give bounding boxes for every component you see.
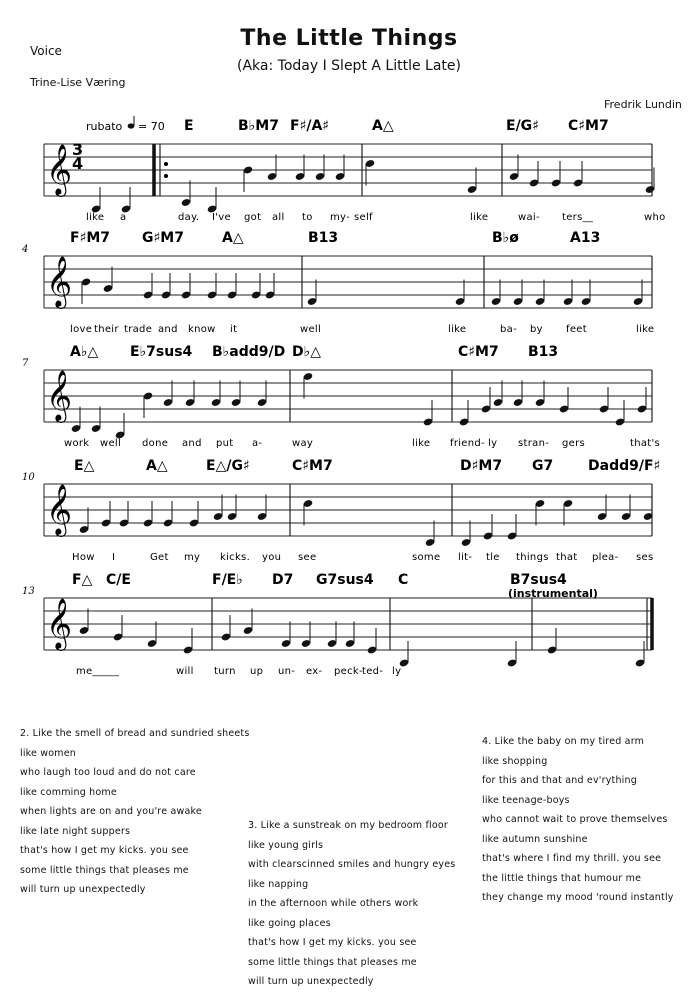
verse-line: like women <box>20 747 77 759</box>
lyric-syllable: turn <box>214 666 236 677</box>
chord-symbol: B13 <box>308 230 339 246</box>
time-signature-bottom: 4 <box>72 154 84 173</box>
lyric-syllable: put <box>216 438 234 449</box>
verse-line: with clearscinned smiles and hungry eyes <box>248 859 456 870</box>
chord-symbol: B♭add9/D <box>212 344 286 360</box>
chord-symbol: D7 <box>272 572 294 588</box>
chord-symbol: A△ <box>146 458 168 474</box>
verse-line: that's how I get my kicks. you see <box>248 937 417 948</box>
lyric-syllable: my <box>184 552 201 563</box>
verse-line: like comming home <box>20 786 117 798</box>
chord-symbol: F♯/A♯ <box>290 118 330 134</box>
chord-symbol: E/G♯ <box>506 118 539 134</box>
lyric-syllable: stran- <box>518 438 550 449</box>
measure-number: 7 <box>22 358 29 369</box>
lyric-syllable: and <box>158 324 178 335</box>
chord-symbol: C/E <box>106 572 131 588</box>
lyric-syllable: see <box>298 552 317 563</box>
lyric-syllable: by <box>530 324 543 335</box>
chord-symbol: Dadd9/F♯ <box>588 458 661 474</box>
chord-symbol: A△ <box>222 230 244 246</box>
verse-line: in the afternoon while others work <box>248 898 419 909</box>
lyric-syllable: like <box>412 438 431 449</box>
lyric-syllable: my- <box>330 212 350 223</box>
tempo-value: = 70 <box>138 120 165 133</box>
lyric-syllable: lit- <box>458 552 473 563</box>
chord-symbol: D♭△ <box>292 344 321 360</box>
lyric-syllable: How <box>72 552 95 563</box>
chord-symbol: A△ <box>372 118 394 134</box>
lyric-syllable: like <box>636 324 655 335</box>
lyric-syllable: Get <box>150 552 169 563</box>
lyric-syllable: un- <box>278 666 296 677</box>
lyric-syllable: it <box>230 324 238 335</box>
chord-symbol: G7sus4 <box>316 572 374 588</box>
lyric-syllable: trade <box>124 324 153 335</box>
repeat-dot <box>164 174 168 178</box>
verse-line: like going places <box>248 917 331 929</box>
measure-number: 4 <box>22 244 29 255</box>
lyric-syllable: me_____ <box>76 666 119 677</box>
quarter-note-icon <box>128 123 135 128</box>
lyric-syllable: that's <box>630 438 661 449</box>
verse-line: 4. Like the baby on my tired arm <box>482 736 645 747</box>
chord-symbol: A13 <box>570 230 601 246</box>
chord-symbol: A♭△ <box>70 344 99 360</box>
lyric-syllable: I've <box>212 212 231 223</box>
lyric-syllable: ses <box>636 552 654 563</box>
chord-symbol: E△ <box>74 458 95 474</box>
treble-clef-icon: 𝄞 <box>46 370 73 421</box>
lyric-syllable: plea- <box>592 552 619 563</box>
treble-clef-icon: 𝄞 <box>46 256 73 307</box>
lyric-syllable: kicks. <box>220 552 251 563</box>
measure-number: 13 <box>22 586 35 597</box>
verse-line: like autumn sunshine <box>482 833 588 845</box>
lyric-syllable: gers <box>562 438 586 449</box>
chord-symbol: G7 <box>532 458 554 474</box>
lyricist-label: Trine-Lise Væring <box>30 76 126 89</box>
lyric-syllable: ly <box>488 438 498 449</box>
treble-clef-icon: 𝄞 <box>46 144 73 195</box>
chord-symbol: C♯M7 <box>458 344 499 360</box>
lyric-syllable: ex- <box>306 666 323 677</box>
verse-line: for this and that and ev'rything <box>482 775 637 786</box>
lyric-syllable: a- <box>252 438 263 449</box>
lyric-syllable: feet <box>566 324 587 335</box>
lyric-syllable: that <box>556 552 578 563</box>
lyric-syllable: up <box>250 666 264 677</box>
lyric-syllable: like <box>448 324 467 335</box>
verse-4 <box>482 732 674 908</box>
treble-clef-icon: 𝄞 <box>46 598 73 649</box>
lyric-syllable: some <box>412 552 441 563</box>
verse-line: who cannot wait to prove themselves <box>482 814 668 825</box>
lyric-syllable: all <box>272 212 285 223</box>
lyric-syllable: and <box>182 438 202 449</box>
lyric-syllable: friend- <box>450 438 485 449</box>
lyric-syllable: will <box>176 666 194 677</box>
chord-symbol: C♯M7 <box>292 458 333 474</box>
lyric-syllable: well <box>300 324 322 335</box>
lyric-syllable: done <box>142 438 169 449</box>
lyric-syllable: wai- <box>518 212 540 223</box>
song-subtitle: (Aka: Today I Slept A Little Late) <box>237 58 461 74</box>
verse-line: 3. Like a sunstreak on my bedroom floor <box>248 820 448 831</box>
chord-symbol: E△/G♯ <box>206 458 250 474</box>
lyric-syllable: well <box>100 438 122 449</box>
instrument-label: Voice <box>30 44 62 58</box>
lyric-syllable: like <box>470 212 489 223</box>
chord-symbol: B♭ø <box>492 230 519 246</box>
lyric-syllable: who <box>644 212 666 223</box>
verse-line: some little things that pleases me <box>20 864 189 876</box>
verse-line: the little things that humour me <box>482 872 642 884</box>
lyric-syllable: ba- <box>500 324 517 335</box>
verse-2 <box>20 724 250 900</box>
verse-line: when lights are on and you're awake <box>20 806 202 817</box>
verse-line: will turn up unexpectedly <box>20 884 146 895</box>
time-signature-top: 3 <box>72 140 84 159</box>
measure-number: 10 <box>22 472 35 483</box>
repeat-dot <box>164 162 168 166</box>
chord-symbol: G♯M7 <box>142 230 184 246</box>
lyric-syllable: love <box>70 324 93 335</box>
chord-symbol: F△ <box>72 572 93 588</box>
lyric-syllable: work <box>64 438 90 449</box>
lyric-syllable: way <box>292 438 314 449</box>
lyric-syllable: ly <box>392 666 402 677</box>
verse-3 <box>248 816 455 992</box>
lyric-syllable: a <box>120 212 127 223</box>
chord-symbol: E <box>184 118 194 134</box>
verse-line: some little things that pleases me <box>248 956 417 968</box>
verse-line: who laugh too loud and do not care <box>20 767 196 778</box>
chord-symbol: F/E♭ <box>212 572 243 588</box>
lyric-syllable: ters__ <box>562 212 594 223</box>
lyric-syllable: their <box>94 324 119 335</box>
lyric-syllable: ted- <box>362 666 384 677</box>
lyric-syllable: self <box>354 212 373 223</box>
lyric-syllable: like <box>86 212 105 223</box>
tempo-marking: rubato <box>86 120 123 133</box>
lyric-syllable: got <box>244 212 262 223</box>
instrumental-annotation: (instrumental) <box>508 587 598 600</box>
verse-line: 2. Like the smell of bread and sundried sheets <box>20 728 250 739</box>
verse-line: they change my mood 'round instantly <box>482 892 674 903</box>
chord-symbol: B7sus4 <box>510 572 567 588</box>
lyric-syllable: know <box>188 324 216 335</box>
chord-symbol: C♯M7 <box>568 118 609 134</box>
composer-label: Fredrik Lundin <box>604 98 682 111</box>
verse-line: like young girls <box>248 839 324 851</box>
lyric-syllable: I <box>112 552 116 563</box>
verse-line: like shopping <box>482 755 548 767</box>
song-title: The Little Things <box>240 26 458 51</box>
verse-line: will turn up unexpectedly <box>248 976 374 987</box>
lyric-syllable: day. <box>178 212 200 223</box>
chord-symbol: F♯M7 <box>70 230 111 246</box>
chord-symbol: B♭M7 <box>238 118 279 134</box>
verse-line: like teenage-boys <box>482 794 570 806</box>
chord-symbol: B13 <box>528 344 559 360</box>
verse-line: like napping <box>248 878 309 890</box>
lyric-syllable: you <box>262 552 282 563</box>
lyric-syllable: peck- <box>334 666 363 677</box>
verse-line: that's where I find my thrill. you see <box>482 853 662 864</box>
chord-symbol: E♭7sus4 <box>130 344 193 360</box>
verse-line: that's how I get my kicks. you see <box>20 845 189 856</box>
lyric-syllable: things <box>516 552 549 563</box>
treble-clef-icon: 𝄞 <box>46 484 73 535</box>
chord-symbol: C <box>398 572 409 588</box>
chord-symbol: D♯M7 <box>460 458 503 474</box>
lyric-syllable: to <box>302 212 313 223</box>
verse-line: like late night suppers <box>20 825 131 837</box>
lyric-syllable: tle <box>486 552 500 563</box>
